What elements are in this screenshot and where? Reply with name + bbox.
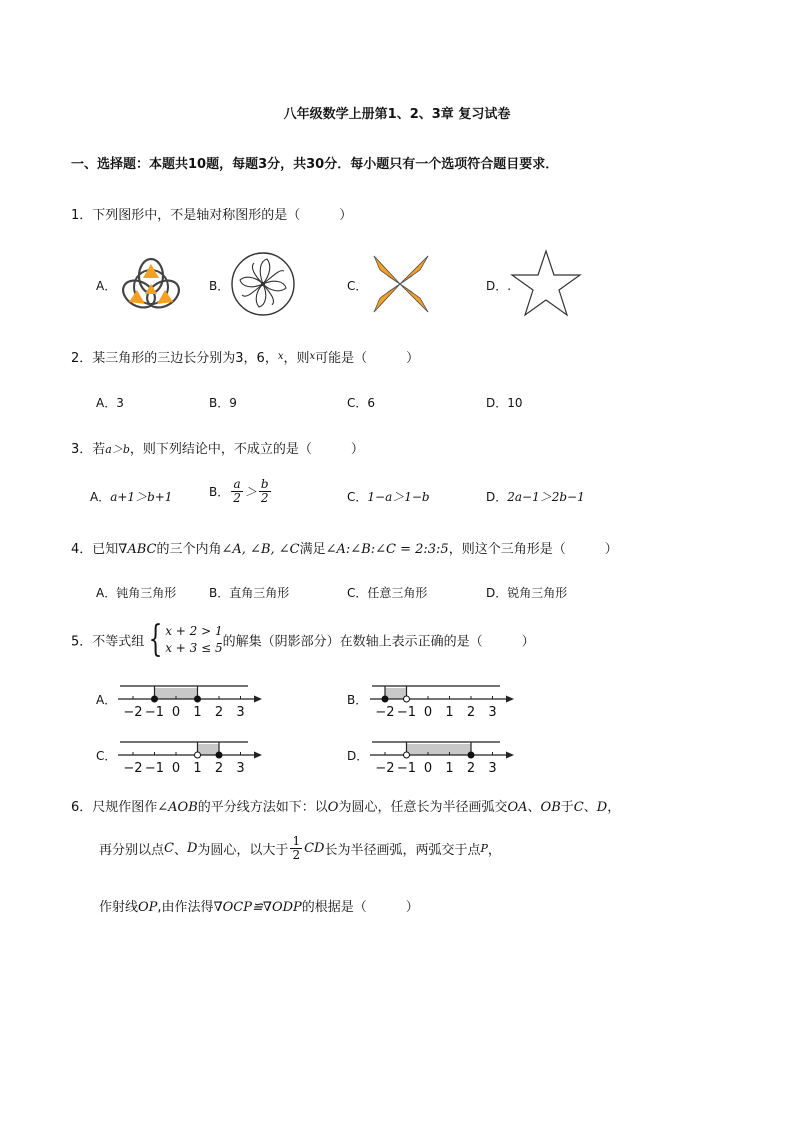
inequality-2: x + 3 ≤ 5	[165, 641, 223, 655]
closed-endpoint	[152, 696, 158, 702]
q4-option-a: A．钝角三角形	[96, 586, 177, 600]
q5-option-d-label: D．	[347, 749, 369, 763]
q2-option-c: C．6	[347, 396, 376, 410]
q6-ray-op: OP	[138, 900, 158, 915]
q4-stem-part: 4．已知	[71, 542, 119, 557]
axis-arrow-icon	[254, 696, 262, 703]
q3-stem-part: ，则下列结论中，不成立的是（ ）	[129, 442, 364, 457]
q6-text: 、	[173, 843, 187, 858]
tick-label: 0	[171, 705, 181, 720]
tick-label: 2	[466, 705, 476, 720]
q5-stem-part: 的解集（阴影部分）在数轴上表示正确的是（ ）	[222, 634, 535, 650]
axis-arrow-icon	[506, 696, 514, 703]
q5-stem	[71, 619, 535, 660]
closed-endpoint	[468, 752, 474, 758]
tick-label: 3	[488, 761, 497, 776]
tick-label: −2	[375, 761, 395, 776]
tick-label: 2	[214, 705, 224, 720]
q1-option-d-label: D．.	[486, 279, 512, 293]
q3-option-b	[209, 478, 273, 505]
q6-text: 、	[583, 800, 597, 815]
tick-label: 0	[171, 761, 181, 776]
q6-point-d: D	[596, 800, 608, 815]
q4-stem-part: 满足	[299, 542, 326, 557]
q3-option-a-expr: a+1＞b+1	[110, 490, 173, 504]
q4-option-b: B．直角三角形	[209, 586, 290, 600]
q6-point-p: P	[480, 842, 488, 855]
q6-text: 6．尺规作图作	[71, 800, 158, 815]
q6-text: ,由作法得	[157, 900, 214, 915]
star-icon	[508, 247, 584, 321]
open-endpoint	[404, 696, 410, 702]
fraction-b-over-2	[259, 478, 271, 505]
left-brace-icon: {	[148, 619, 163, 660]
q4-angles: ∠A, ∠B, ∠C	[221, 542, 300, 557]
inequality-system	[144, 619, 223, 660]
solution-shade	[407, 744, 472, 755]
fraction-denominator: 2	[292, 848, 301, 862]
q5-option-a-label: A．	[96, 693, 117, 707]
q3-option-a	[90, 488, 172, 505]
open-endpoint	[404, 752, 410, 758]
q1-stem: 1．下列图形中，不是轴对称图形的是（ ）	[71, 208, 353, 223]
q5-stem-part: 5．不等式组	[71, 634, 145, 650]
q3-option-d	[486, 488, 585, 505]
axis-arrow-icon	[506, 752, 514, 759]
q4-triangle: ∇ABC	[118, 542, 157, 557]
fraction-numerator: b	[260, 477, 269, 491]
q2-option-a: A．3	[96, 396, 124, 410]
solution-shade	[198, 744, 220, 755]
q3-option-c	[347, 488, 430, 505]
tick-label: 2	[214, 761, 224, 776]
q2-stem-part: ，则	[283, 351, 310, 366]
inequality-1: x + 2 > 1	[165, 624, 223, 638]
q3-option-d-expr: 2a−1＞2b−1	[507, 490, 585, 504]
tick-label: 1	[193, 761, 202, 776]
q3-option-c-label: C．	[347, 490, 368, 504]
q4-stem-part: ，则这个三角形是（ ）	[448, 542, 618, 557]
q6-line-3	[99, 896, 419, 915]
q6-segment-cd: CD	[304, 841, 325, 856]
tick-label: −1	[144, 761, 165, 776]
tick-label: −1	[396, 705, 417, 720]
q2-stem-part: 可能是（ ）	[315, 351, 420, 366]
greater-than-sign: ＞	[244, 485, 257, 499]
q6-point-c: C	[164, 841, 174, 856]
fraction-denominator: 2	[260, 491, 269, 505]
q3-stem	[71, 438, 364, 457]
q6-text: 于	[560, 800, 574, 815]
axis-arrow-icon	[254, 752, 262, 759]
q6-text: 的根据是（ ）	[301, 900, 419, 915]
q6-text: 的平分线方法如下：以	[197, 800, 328, 815]
q6-text: 为圆心，以大于	[197, 843, 289, 858]
q3-option-a-label: A．	[90, 490, 111, 504]
closed-endpoint	[382, 696, 388, 702]
tick-label: −1	[396, 761, 417, 776]
tick-label: 0	[423, 761, 433, 776]
q4-stem	[71, 538, 618, 557]
q5-option-b-label: B．	[347, 693, 368, 707]
variable-x: x	[277, 351, 284, 362]
q3-option-b-label: B．	[209, 485, 230, 499]
flower-circle-icon	[230, 251, 296, 317]
q3-condition: a＞b	[105, 443, 130, 456]
q6-angle: ∠AOB	[157, 800, 198, 815]
section-heading: 一、选择题：本题共10题，每题3分，共30分．每小题只有一个选项符合题目要求．	[71, 157, 559, 172]
tick-label: 2	[466, 761, 476, 776]
q4-option-d: D．锐角三角形	[486, 586, 568, 600]
q6-ray-oa: OA	[507, 800, 528, 815]
q6-text: 再分别以点	[99, 843, 165, 858]
pinwheel-kites-icon	[368, 254, 432, 314]
tick-label: −1	[144, 705, 165, 720]
q1-option-b-label: B．	[209, 279, 230, 293]
variable-x: x	[309, 351, 316, 362]
number-line-b	[368, 674, 518, 722]
q2-option-d: D．10	[486, 396, 523, 410]
q6-line-2	[99, 835, 501, 862]
q2-option-b: B．9	[209, 396, 237, 410]
trefoil-knot-icon	[117, 254, 185, 316]
q6-text: 长为半径画弧，两弧交于点	[324, 843, 481, 858]
fraction-one-half	[290, 835, 302, 862]
q6-congruence: ∇OCP≌∇ODP	[213, 900, 302, 915]
q6-text: 作射线	[99, 900, 139, 915]
q3-stem-part: 3．若	[71, 442, 106, 457]
number-line-a	[116, 674, 266, 722]
tick-label: 3	[488, 705, 497, 720]
closed-endpoint	[216, 752, 222, 758]
fraction-denominator: 2	[233, 491, 241, 505]
number-line-d	[368, 730, 518, 778]
q6-text: ，	[487, 843, 501, 858]
tick-label: 0	[423, 705, 433, 720]
q1-option-a-label: A．	[96, 279, 117, 293]
q6-text: ，	[607, 800, 621, 815]
tick-label: −2	[123, 761, 143, 776]
tick-label: 1	[445, 761, 454, 776]
q2-stem	[71, 347, 419, 366]
q6-ray-ob: OB	[540, 800, 561, 815]
page-title: 八年级数学上册第1、2、3章 复习试卷	[283, 107, 511, 122]
q3-option-d-label: D．	[486, 490, 508, 504]
tick-label: 1	[193, 705, 202, 720]
q6-point-o: O	[327, 800, 339, 815]
tick-label: 3	[236, 705, 245, 720]
fraction-numerator: a	[233, 477, 241, 491]
number-line-c	[116, 730, 266, 778]
q2-stem-part: 2．某三角形的三边长分别为3，6，	[71, 351, 278, 366]
q6-text: 、	[527, 800, 541, 815]
q3-option-c-expr: 1−a＞1−b	[367, 490, 430, 504]
q6-line-1	[71, 796, 620, 815]
tick-label: 3	[236, 761, 245, 776]
fraction-numerator: 1	[292, 834, 301, 848]
closed-endpoint	[195, 696, 201, 702]
tick-label: −2	[375, 705, 395, 720]
q4-option-c: C．任意三角形	[347, 586, 428, 600]
q5-option-c-label: C．	[96, 749, 117, 763]
q4-stem-part: 的三个内角	[156, 542, 222, 557]
q1-option-c-label: C．	[347, 279, 368, 293]
tick-label: −2	[123, 705, 143, 720]
tick-label: 1	[445, 705, 454, 720]
fraction-a-over-2	[231, 478, 243, 505]
solution-shade	[385, 688, 407, 699]
open-endpoint	[195, 752, 201, 758]
q6-text: 为圆心，任意长为半径画弧交	[338, 800, 508, 815]
q6-point-c: C	[573, 800, 584, 815]
q4-ratio: ∠A:∠B:∠C = 2:3:5	[325, 542, 449, 557]
q6-point-d: D	[186, 841, 198, 856]
